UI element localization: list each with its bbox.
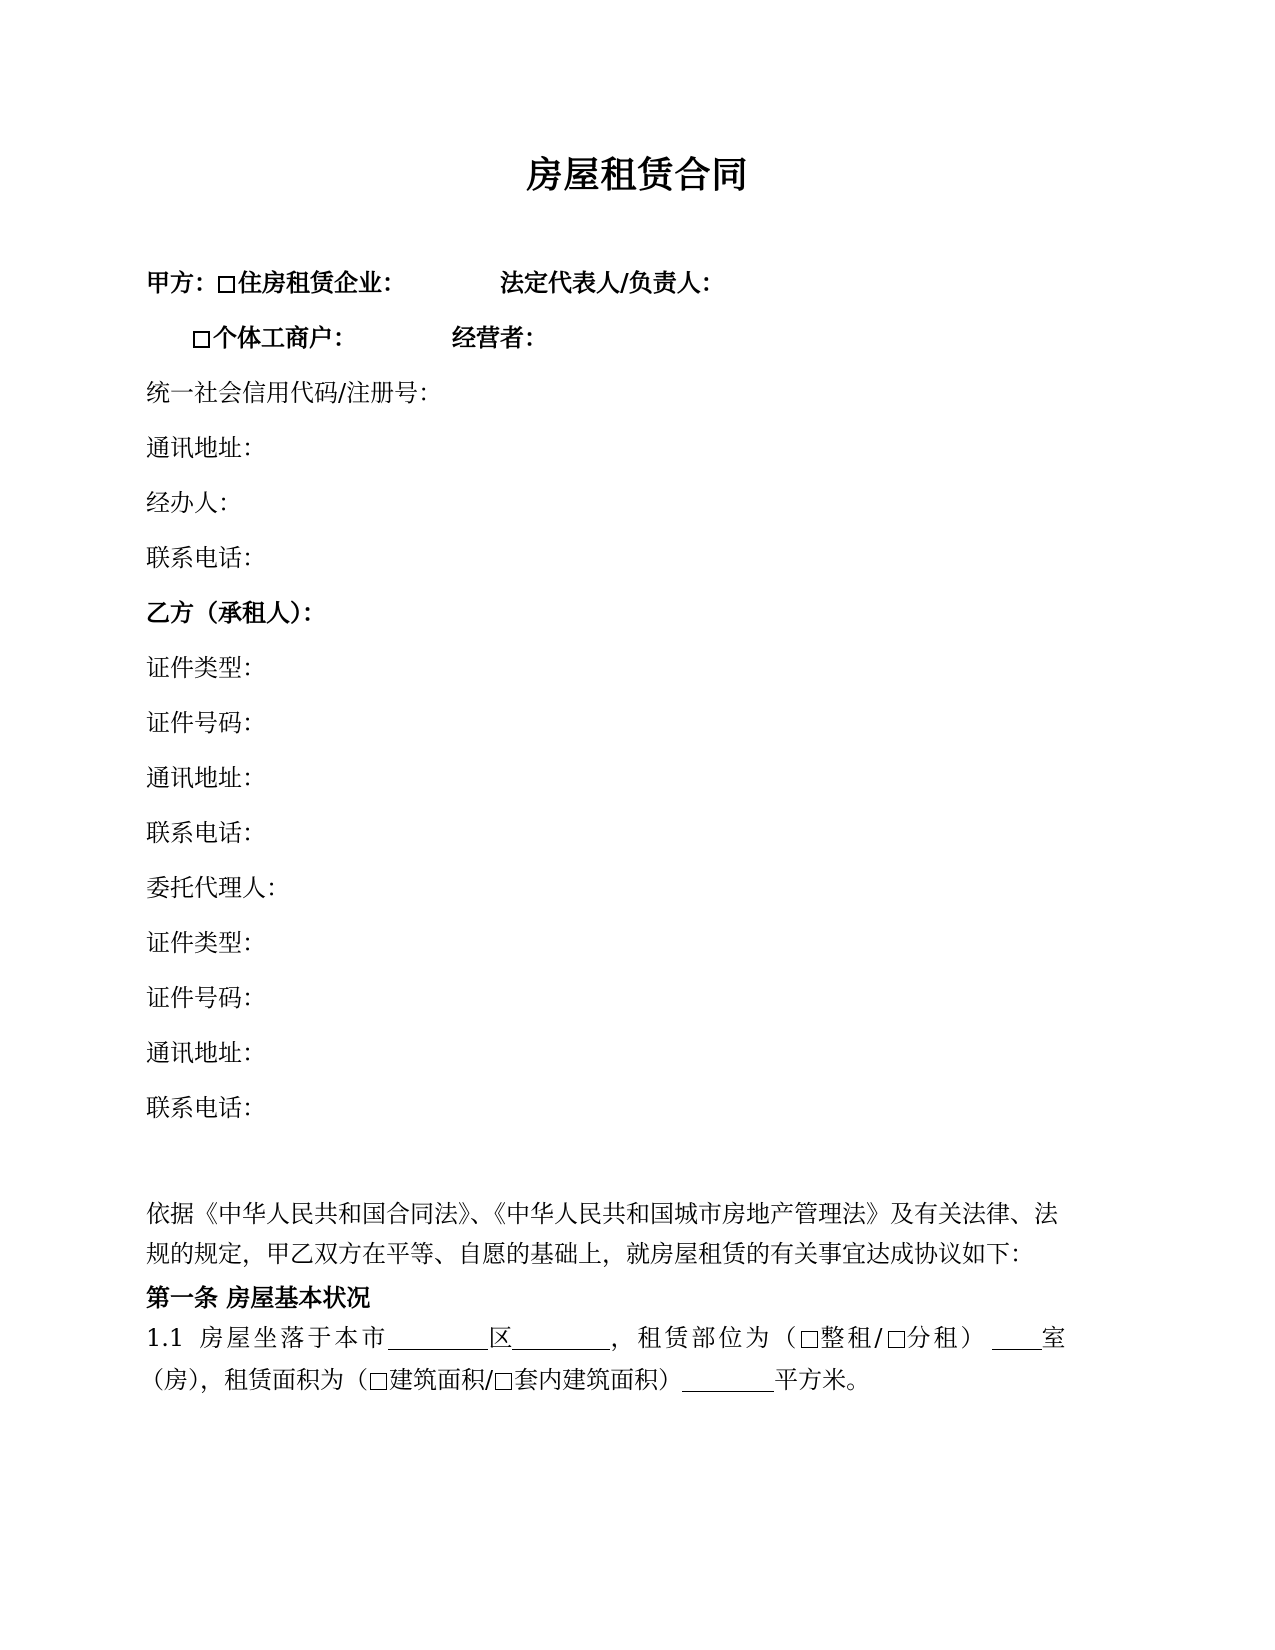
- page-title: 房屋租赁合同: [526, 154, 749, 196]
- building-area-checkbox[interactable]: [370, 1373, 387, 1390]
- operator-label: 经营者：: [452, 323, 548, 352]
- room-blank[interactable]: [992, 1327, 1042, 1350]
- district-blank[interactable]: [388, 1327, 488, 1350]
- clause-1-1-line-2: [140, 1365, 870, 1395]
- agent-id-type-label: 证件类型：: [146, 929, 266, 957]
- whole-rent-checkbox[interactable]: [801, 1331, 818, 1348]
- individual-checkbox[interactable]: [193, 331, 210, 348]
- building-area-label: 建筑面积/: [389, 1366, 494, 1394]
- article-1-heading: 第一条 房屋基本状况: [146, 1283, 371, 1312]
- party-a-address-label: 通讯地址：: [146, 434, 266, 462]
- inner-area-checkbox[interactable]: [495, 1373, 512, 1390]
- party-b-label: 乙方（承租人）：: [146, 598, 326, 627]
- party-b-phone-label: 联系电话：: [146, 819, 266, 847]
- inner-area-label: 套内建筑面积）: [514, 1366, 683, 1394]
- whole-rent-label: 整租/: [820, 1324, 886, 1352]
- street-blank[interactable]: [512, 1327, 610, 1350]
- partial-rent-label: 分租）: [906, 1324, 988, 1352]
- credit-code-label: 统一社会信用代码/注册号：: [146, 379, 443, 407]
- clause-number: 1.1: [146, 1324, 185, 1352]
- agent-id-number-label: 证件号码：: [146, 984, 266, 1012]
- agent-address-label: 通讯地址：: [146, 1039, 266, 1067]
- partial-rent-checkbox[interactable]: [888, 1331, 905, 1348]
- enterprise-checkbox[interactable]: [218, 276, 235, 293]
- party-b-id-type-label: 证件类型：: [146, 654, 266, 682]
- party-b-id-number-label: 证件号码：: [146, 709, 266, 737]
- clause-text-location: 房屋坐落于本市: [199, 1324, 389, 1352]
- party-a-row-enterprise: [146, 268, 406, 298]
- clause-text-sqm: 平方米。: [774, 1366, 871, 1394]
- clause-text-room: 室: [1041, 1324, 1066, 1352]
- party-b-address-label: 通讯地址：: [146, 764, 266, 792]
- party-a-phone-label: 联系电话：: [146, 544, 266, 572]
- clause-text-district: 区: [488, 1324, 513, 1352]
- agent-phone-label: 联系电话：: [146, 1094, 266, 1122]
- clause-text-rental-part: ，租赁部位为（: [610, 1324, 800, 1352]
- preamble-line-1: 依据《中华人民共和国合同法》、《中华人民共和国城市房地产管理法》及有关法律、法: [146, 1200, 1058, 1228]
- agent-label: 委托代理人：: [146, 874, 290, 902]
- party-a-row-individual: [193, 323, 357, 353]
- handler-label: 经办人：: [146, 489, 242, 517]
- individual-option-label: 个体工商户：: [213, 323, 357, 352]
- clause-1-1-line-1: [146, 1323, 1066, 1353]
- party-a-label: 甲方：: [146, 268, 218, 297]
- clause-text-area: （房），租赁面积为（: [140, 1366, 368, 1394]
- legal-rep-label: 法定代表人/负责人：: [500, 268, 725, 297]
- area-blank[interactable]: [682, 1369, 774, 1392]
- enterprise-option-label: 住房租赁企业：: [238, 268, 406, 297]
- preamble-line-2: 规的规定，甲乙双方在平等、自愿的基础上，就房屋租赁的有关事宜达成协议如下：: [146, 1240, 1034, 1268]
